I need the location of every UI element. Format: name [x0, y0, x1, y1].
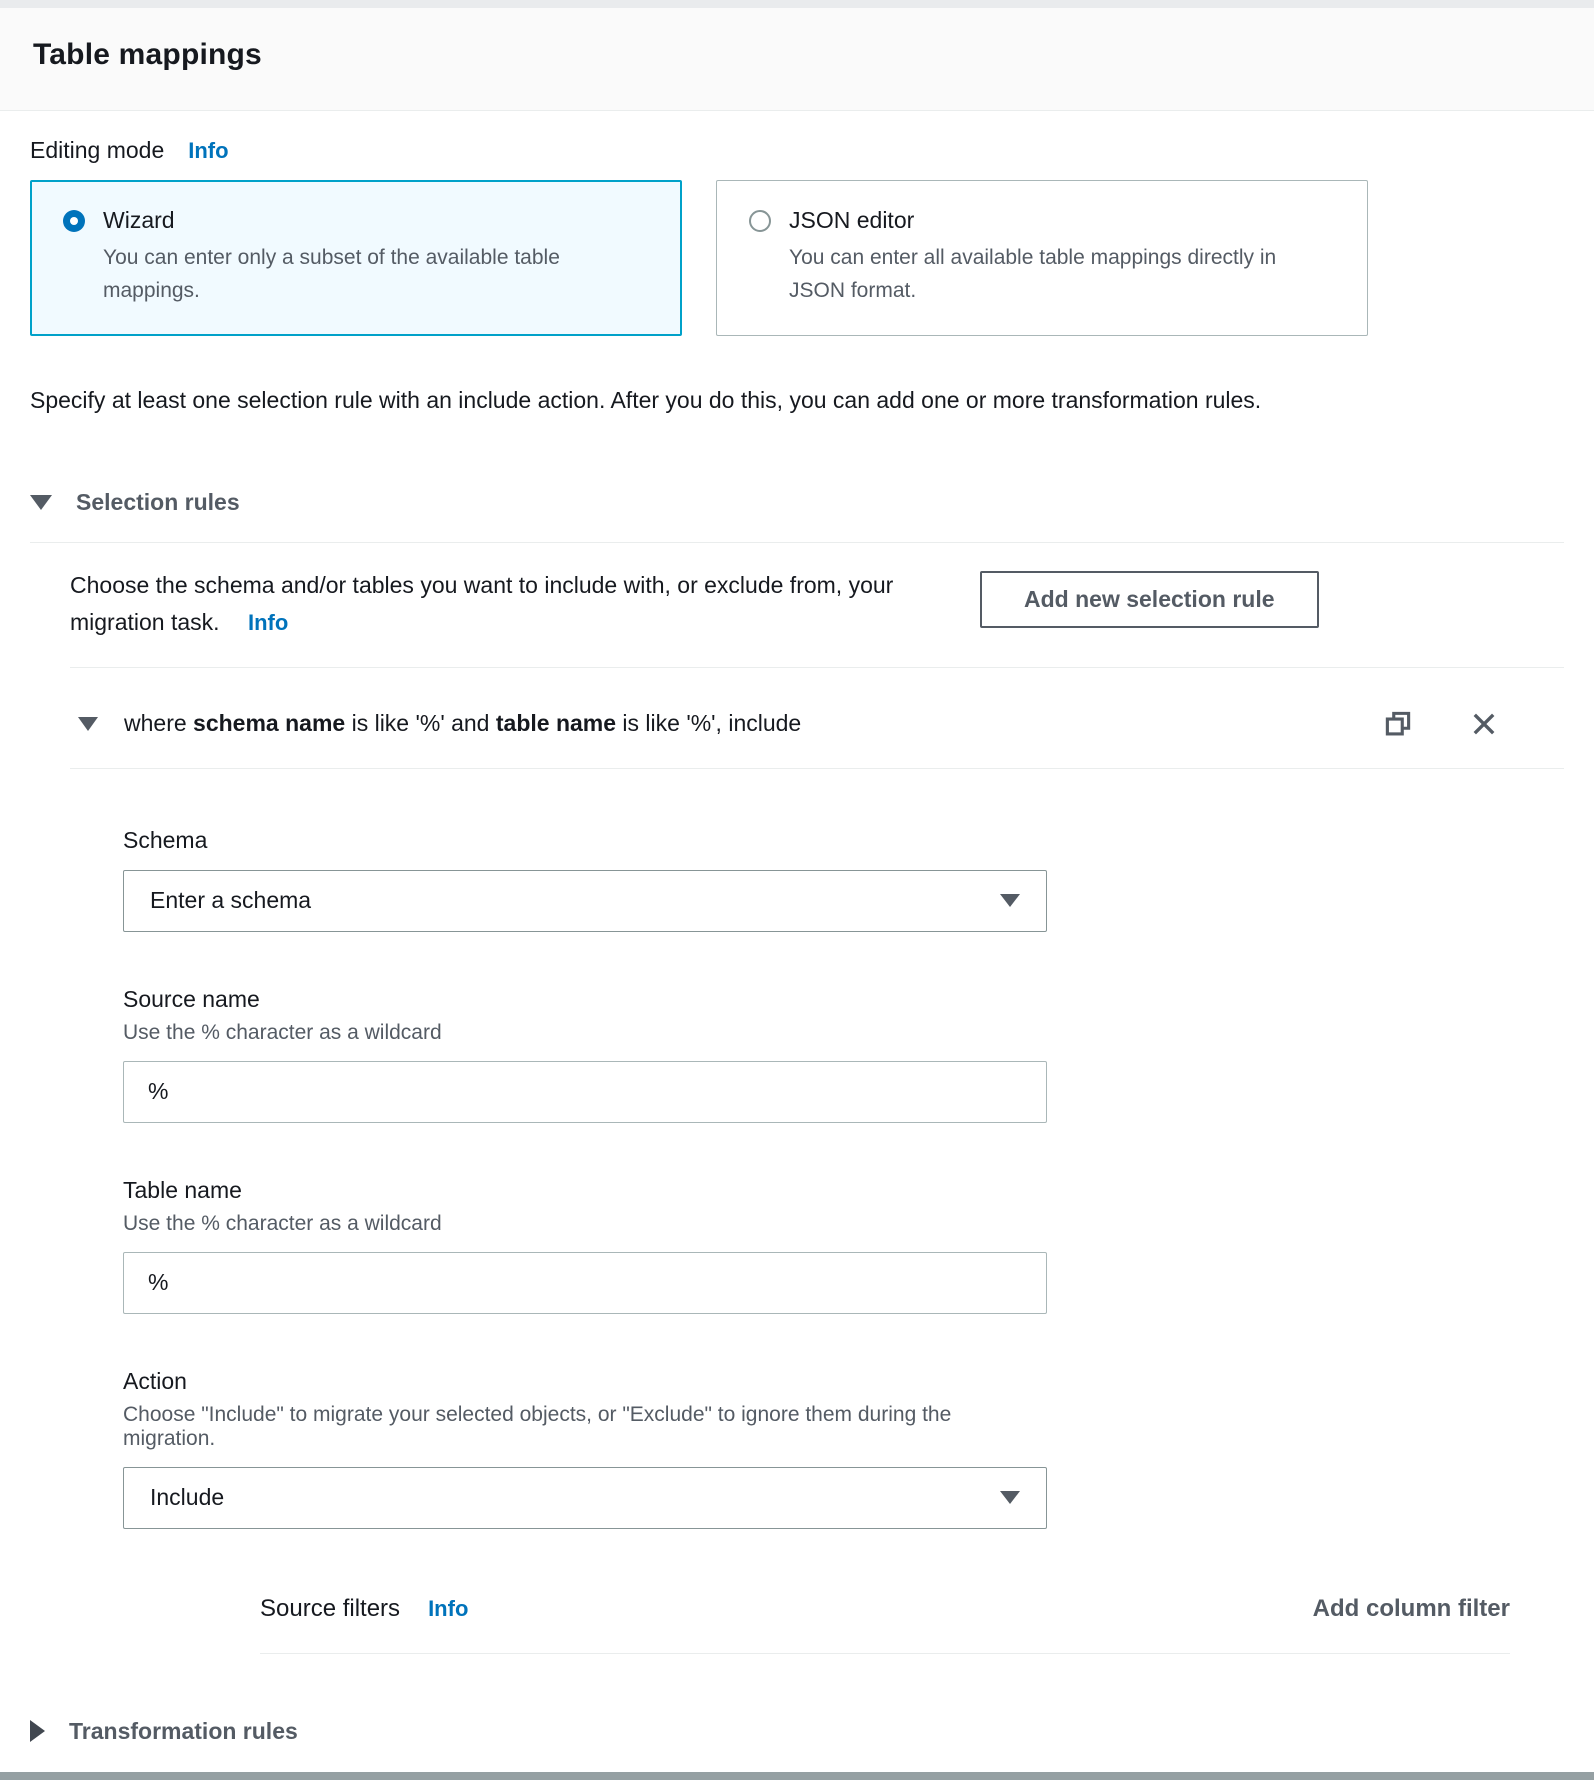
- editing-mode-row: [30, 137, 1564, 164]
- editing-mode-option-wizard[interactable]: [30, 180, 682, 336]
- source-name-label: Source name: [123, 985, 260, 1012]
- selection-rules-title: Selection rules: [76, 488, 240, 515]
- table-name-input[interactable]: [123, 1252, 1047, 1314]
- caret-down-icon: [1000, 1491, 1020, 1504]
- selection-rule-row: [78, 706, 1564, 742]
- schema-select-value: Enter a schema: [150, 887, 312, 914]
- copy-icon: [1381, 707, 1415, 741]
- window-top-strip: [0, 0, 1594, 8]
- action-select-value: Include: [150, 1484, 225, 1511]
- schema-label: Schema: [123, 826, 208, 853]
- window-bottom-strip: [0, 1772, 1594, 1780]
- selection-rule-summary: where schema name is like '%' and table name is like '%', include: [124, 710, 802, 737]
- close-icon: [1467, 707, 1501, 741]
- json-editor-option-label: JSON editor: [789, 207, 915, 233]
- editing-mode-label: Editing mode: [30, 137, 165, 163]
- editing-mode-info-link[interactable]: Info: [188, 138, 229, 163]
- editing-mode-options: [30, 180, 1564, 336]
- caret-down-icon: [1000, 894, 1020, 907]
- source-name-input[interactable]: [123, 1061, 1047, 1123]
- selection-rules-info-link[interactable]: Info: [247, 609, 289, 635]
- source-filters-info-link[interactable]: Info: [428, 1595, 469, 1621]
- transformation-rules-title: Transformation rules: [69, 1717, 298, 1744]
- action-label: Action: [123, 1367, 187, 1394]
- copy-rule-button[interactable]: [1380, 706, 1416, 742]
- source-filters-row: [260, 1595, 1510, 1623]
- caret-right-icon: [30, 1720, 45, 1742]
- transformation-rules-section-header[interactable]: [30, 1718, 1564, 1745]
- table-mappings-panel: [0, 137, 1594, 1745]
- selection-rules-intro-text: Specify at least one selection rule with an include action. After you do this, you can add one or more transformation rules.: [30, 387, 1262, 414]
- editing-mode-option-json-editor[interactable]: [716, 180, 1368, 336]
- action-select[interactable]: [123, 1467, 1047, 1529]
- source-name-helper: Use the % character as a wildcard: [123, 1020, 442, 1044]
- page-title: Table mappings: [33, 38, 262, 71]
- divider: [260, 1653, 1510, 1654]
- radio-unselected-icon[interactable]: [749, 210, 771, 232]
- caret-down-icon: [30, 495, 52, 510]
- selection-rules-section-header[interactable]: [30, 489, 1564, 516]
- divider: [70, 667, 1564, 668]
- selection-rules-description: Choose the schema and/or tables you want to include with, or exclude from, your migration task. Info: [70, 571, 894, 635]
- radio-selected-icon[interactable]: [63, 210, 85, 232]
- wizard-option-description: You can enter only a subset of the available table mappings.: [103, 246, 560, 302]
- add-column-filter-button[interactable]: Add column filter: [1312, 1594, 1510, 1622]
- action-helper: Choose "Include" to migrate your selected objects, or "Exclude" to ignore them during the migration.: [123, 1402, 952, 1450]
- schema-select[interactable]: [123, 870, 1047, 932]
- add-new-selection-rule-button[interactable]: Add new selection rule: [980, 571, 1319, 628]
- table-name-label: Table name: [123, 1176, 242, 1203]
- table-name-helper: Use the % character as a wildcard: [123, 1211, 442, 1235]
- caret-down-icon[interactable]: [78, 717, 98, 731]
- table-mappings-header: [0, 8, 1594, 111]
- divider: [30, 542, 1564, 543]
- wizard-option-label: Wizard: [103, 207, 175, 233]
- source-filters-label: Source filters: [260, 1594, 401, 1622]
- selection-rules-toolbar: [30, 567, 1564, 641]
- json-editor-option-description: You can enter all available table mappings directly in JSON format.: [789, 246, 1277, 302]
- remove-rule-button[interactable]: [1466, 706, 1502, 742]
- selection-rule-form: [123, 827, 1047, 1529]
- divider: [70, 768, 1564, 769]
